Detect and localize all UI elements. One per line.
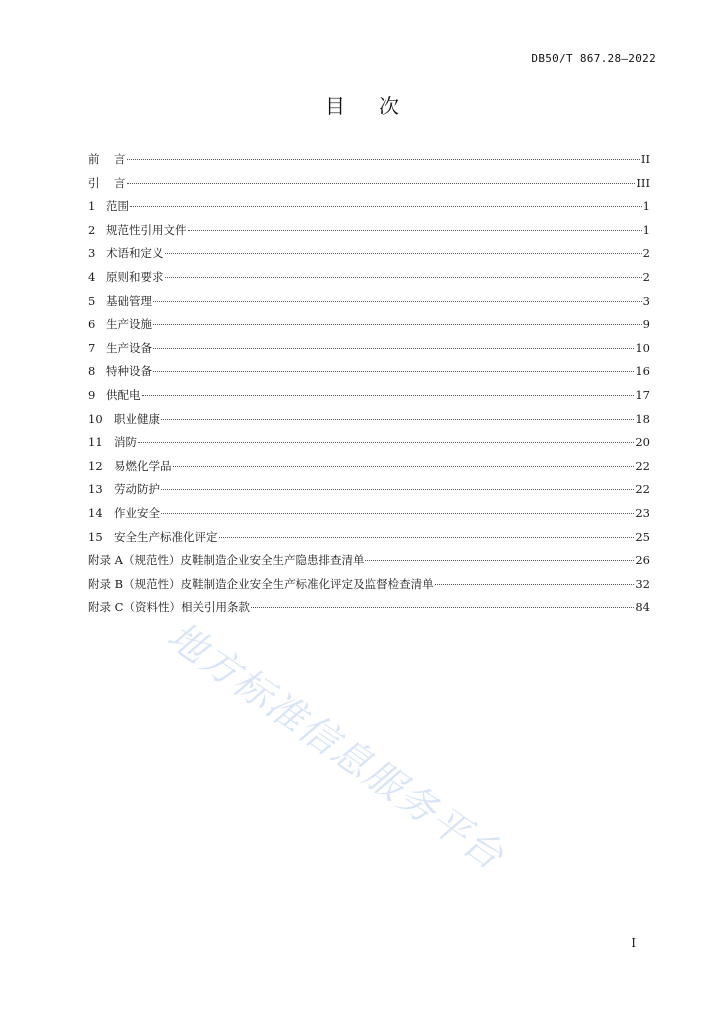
- toc-entry-label: 原则和要求: [106, 269, 164, 284]
- toc-entry-page: 20: [635, 435, 650, 450]
- toc-leader-dots: [127, 183, 636, 184]
- toc-entry[interactable]: [88, 172, 650, 196]
- toc-entry-label: 生产设施: [106, 317, 152, 332]
- toc-entry-page: 17: [635, 387, 650, 402]
- title-char-1: 目: [325, 94, 345, 118]
- toc-leader-dots: [251, 607, 634, 608]
- watermark: 地方标准信息服务平台: [159, 613, 513, 879]
- toc-entry-page: 84: [635, 600, 650, 615]
- toc-entry-page: 9: [642, 317, 650, 332]
- toc-entry-label: 职业健康: [114, 411, 160, 426]
- toc-entry-number: 14: [88, 505, 103, 520]
- toc-entry-label: 作业安全: [114, 505, 160, 520]
- toc-leader-dots: [161, 419, 634, 420]
- toc-entry-page: 10: [635, 340, 650, 355]
- toc-entry-label: 劳动防护: [114, 482, 160, 497]
- toc-entry[interactable]: [88, 431, 650, 455]
- toc-leader-dots: [365, 560, 634, 561]
- toc-entry-number: 2: [88, 222, 96, 237]
- toc-entry[interactable]: [88, 360, 650, 384]
- toc-entry[interactable]: [88, 384, 650, 408]
- toc-entry-page: III: [636, 175, 650, 190]
- toc-entry-label: 言: [114, 152, 126, 166]
- toc-entry-number: 13: [88, 482, 103, 497]
- toc-leader-dots: [165, 253, 642, 254]
- toc-entry[interactable]: [88, 195, 650, 219]
- toc-leader-dots: [173, 466, 635, 467]
- toc-entry-number: 9: [88, 387, 96, 402]
- toc-leader-dots: [435, 584, 635, 585]
- toc-entry-page: 25: [635, 529, 650, 544]
- toc-entry-page: 23: [635, 505, 650, 520]
- page-title: [0, 90, 724, 119]
- toc-entry[interactable]: [88, 242, 650, 266]
- toc-entry[interactable]: [88, 526, 650, 550]
- toc-entry-label: 安全生产标准化评定: [114, 529, 218, 544]
- toc-leader-dots: [142, 395, 635, 396]
- toc-entry-page: 26: [635, 553, 650, 568]
- toc-leader-dots: [153, 324, 642, 325]
- toc-entry-number: 5: [88, 293, 96, 308]
- toc-entry[interactable]: [88, 313, 650, 337]
- toc-entry-number: 4: [88, 269, 96, 284]
- toc-entry-label: 供配电: [106, 387, 141, 402]
- toc-entry[interactable]: [88, 549, 650, 573]
- toc-entry-label: 附录 A（规范性）皮鞋制造企业安全生产隐患排查清单: [88, 553, 365, 568]
- toc-entry-page: 22: [635, 482, 650, 497]
- toc-leader-dots: [219, 537, 635, 538]
- toc-entry-number: 7: [88, 340, 96, 355]
- toc-leader-dots: [188, 230, 642, 231]
- toc-leader-dots: [161, 513, 634, 514]
- toc-leader-dots: [153, 371, 634, 372]
- toc-entry-number: 15: [88, 529, 103, 544]
- toc-entry-number: 3: [88, 246, 96, 261]
- document-code: DB50/T 867.28—2022: [531, 52, 656, 65]
- toc-entry-page: 18: [635, 411, 650, 426]
- toc-entry-number: 引: [88, 175, 100, 190]
- toc-entry[interactable]: [88, 148, 650, 172]
- toc-entry-label: 言: [114, 175, 126, 190]
- toc-entry-page: 1: [642, 222, 650, 237]
- toc-leader-dots: [165, 277, 642, 278]
- toc-entry-number: 12: [88, 458, 103, 473]
- toc-entry-label: 易燃化学品: [114, 458, 172, 473]
- toc-entry-number: 前: [88, 152, 100, 166]
- toc-entry[interactable]: [88, 573, 650, 597]
- toc-entry[interactable]: [88, 337, 650, 361]
- toc-entry-label: 基础管理: [106, 293, 152, 308]
- toc-entry-page: 32: [635, 576, 650, 591]
- toc-entry[interactable]: [88, 478, 650, 502]
- toc-entry-number: 1: [88, 199, 96, 214]
- toc-entry-number: 6: [88, 317, 96, 332]
- toc-entry-number: 10: [88, 411, 103, 426]
- toc-entry[interactable]: [88, 455, 650, 479]
- toc-entry-page: 22: [635, 458, 650, 473]
- toc-entry-label: 附录 B（规范性）皮鞋制造企业安全生产标准化评定及监督检查清单: [88, 576, 434, 591]
- toc-leader-dots: [127, 159, 640, 160]
- toc-entry[interactable]: [88, 290, 650, 314]
- toc-leader-dots: [161, 489, 634, 490]
- toc-entry-label: 特种设备: [106, 364, 152, 379]
- toc-entry-label: 术语和定义: [106, 246, 164, 261]
- toc-entry-label: 范围: [106, 199, 129, 214]
- toc-entry-page: 2: [642, 246, 650, 261]
- page-number: I: [631, 936, 636, 950]
- toc-leader-dots: [138, 442, 634, 443]
- toc-entry-page: 1: [642, 199, 650, 214]
- toc-entry-page: 16: [635, 364, 650, 379]
- toc-entry[interactable]: [88, 502, 650, 526]
- toc-leader-dots: [130, 206, 642, 207]
- toc-entry-number: 11: [88, 435, 103, 450]
- toc-leader-dots: [153, 301, 642, 302]
- table-of-contents: [88, 148, 650, 620]
- toc-entry[interactable]: [88, 266, 650, 290]
- toc-entry-page: II: [640, 152, 650, 166]
- toc-entry-number: 8: [88, 364, 96, 379]
- toc-entry[interactable]: [88, 408, 650, 432]
- toc-entry-page: 2: [642, 269, 650, 284]
- toc-entry[interactable]: [88, 219, 650, 243]
- toc-entry-label: 消防: [114, 435, 137, 450]
- toc-entry-label: 规范性引用文件: [106, 222, 187, 237]
- toc-entry-page: 3: [642, 293, 650, 308]
- toc-leader-dots: [153, 348, 634, 349]
- toc-entry-label: 生产设备: [106, 340, 152, 355]
- toc-entry[interactable]: [88, 596, 650, 620]
- toc-entry-label: 附录 C（资料性）相关引用条款: [88, 600, 250, 615]
- title-char-2: 次: [379, 94, 399, 118]
